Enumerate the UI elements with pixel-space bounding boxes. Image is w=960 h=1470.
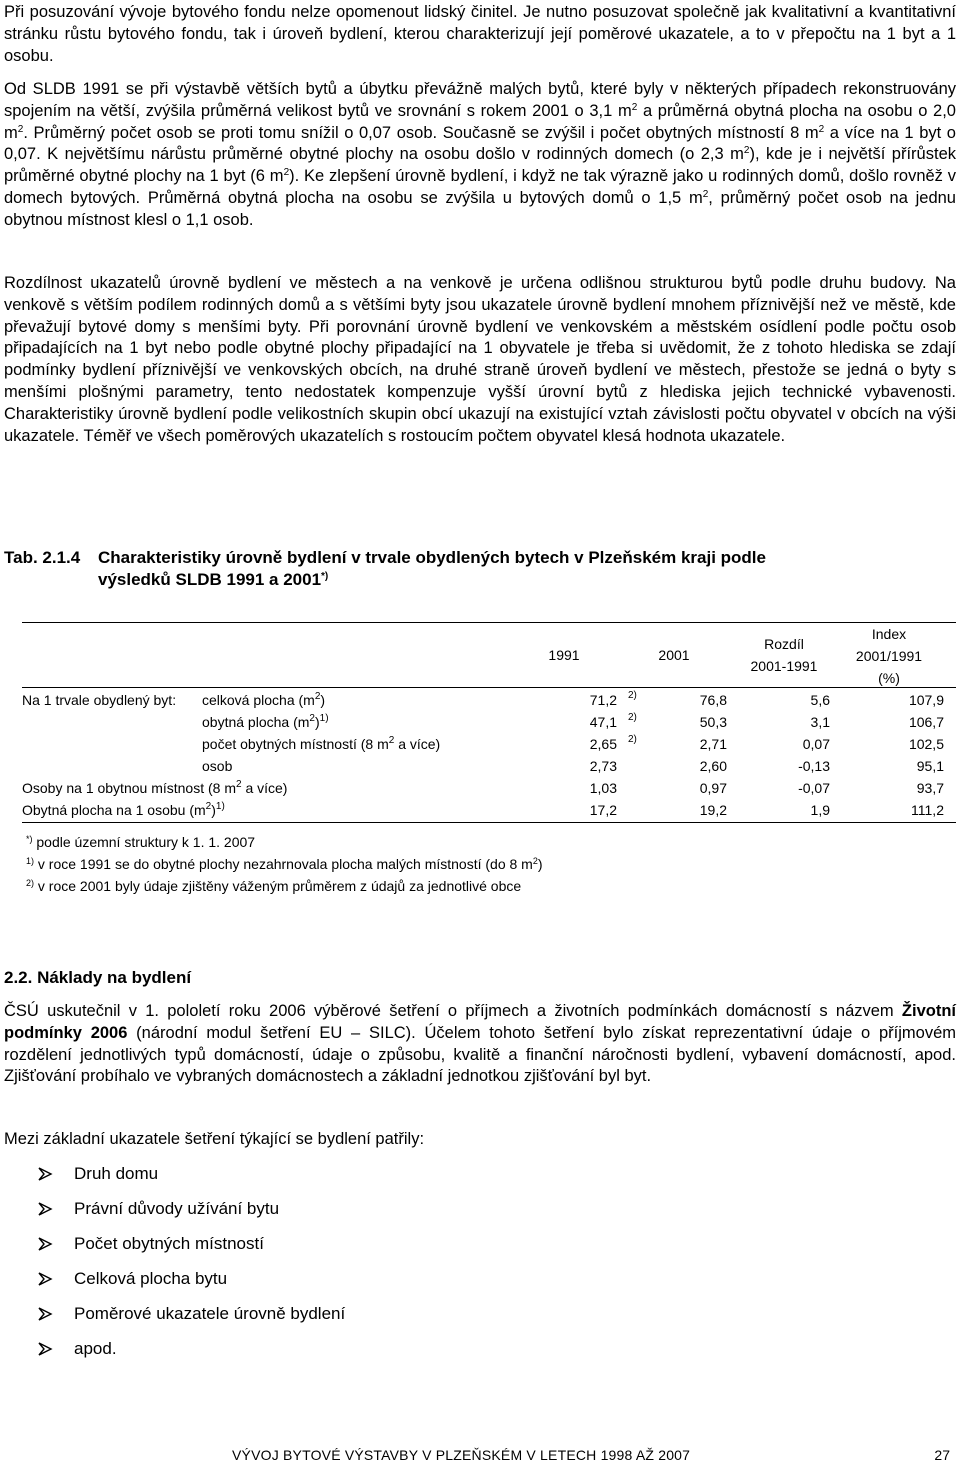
paragraph-differences: Rozdílnost ukazatelů úrovně bydlení ve městech a na venkově je určena odlišnou strukturou bytů podle druhu budovy. Na venkově s větším podílem rodinných domů a s většími byty jsou ukazatele úrovně bydlení mnohem příznivější než ve městě, kde převažují bytové domy s menšími byty. Při porovnání úrovně bydlení ve venkovském a městském osídlení podle počtu osob připadajících na 1 byt nebo podle obytné plochy připadající na 1 obyvatele je třeba si uvědomit, že z tohoto hlediska se zdají podmínky bydlení příznivější ve venkovských obcích, na druhé straně úroveň bydlení ve městech, přestože se jedná o byty s menšími plošnými parametry, tento nedostatek kompenzuje vyšší úrovní bytů z hlediska jejich technické vybavenosti. Charakteristiky úrovně bydlení podle velikostních skupin obcí ukazují na existující vztah závislosti počtu obyvatel v obcích na výši ukazatele. Téměř ve všech poměrových ukazatelích s rostoucím počtem obyvatel klesá hodnota ukazatele.	[4, 274, 956, 445]
arrow-bullet-icon	[37, 1306, 53, 1322]
cell-diff: -0,07	[798, 780, 830, 796]
paragraph-intro: Při posuzování vývoje bytového fondu nelze opomenout lidský činitel. Je nutno posuzovat společně jak kvalitativní a kvantitativní stránku růstu bytového fondu, tak i úroveň bydlení, kterou charakterizují její poměrové ukazatele, a to v přepočtu na 1 byt a 1 osobu.	[4, 3, 956, 65]
arrow-bullet-icon	[37, 1166, 53, 1182]
cell-1991: 2,73	[589, 758, 617, 774]
cell-footnote-mark: 2)	[628, 690, 637, 701]
cell-diff: 3,1	[810, 714, 830, 730]
list-item: Druh domu	[4, 1162, 345, 1197]
paragraph-sldb: Od SLDB 1991 se při výstavbě větších bytů a úbytku převážně malých bytů, které byly v některých případech rekonstruovány spojením na větší, zvýšila průměrná velikost bytů ve srovnání s rokem 2001 o 3,1 $m^2$ a průměrná obytná plocha na osobu o 2,0 $m^2$. Průměrný počet osob se proti tomu snížil o 0,07 osob. Současně se zvýšil i počet obytných místností 8 $m^2$ a více na 1 byt o 0,07. K největšímu nárůstu průměrné obytné plochy na osobu došlo v rodinných domech (o 2,3 $m^2$), kde je i největší přírůstek průměrné obytné plochy na 1 byt (6 $m^2$). Ke zlepšení úrovně bydlení, i když ne tak výrazně jako u rodinných domů, došlo rovněž v domech bytových. Průměrná obytná plocha na osobu se zvýšila u bytových domů o 1,5 $m^2$, průměrný počet osob na jednu obytnou místnost klesl o 1,1 osob.	[4, 80, 956, 229]
cell-index: 107,9	[908, 692, 944, 708]
table-title-line1: Charakteristiky úrovně bydlení v trvale obydlených bytech v Plzeňském kraji podle	[98, 548, 766, 567]
cell-1991: 17,2	[589, 802, 617, 818]
cell-2001: 50,3	[699, 714, 727, 730]
header-2001: 2001	[658, 647, 690, 663]
arrow-bullet-icon	[37, 1341, 53, 1357]
list-item: Celková plocha bytu	[4, 1267, 345, 1302]
cell-diff: 0,07	[802, 736, 830, 752]
row-label: Obytná plocha na 1 osobu $(m^2)^{1)}$	[22, 801, 225, 818]
table-row	[22, 755, 952, 777]
cell-index: 111,2	[911, 802, 944, 818]
cell-1991: 47,1	[589, 714, 617, 730]
footnote-1: $^{1)}$ v roce 1991 se do obytné plochy nezahrnovala plocha malých místností (do 8 $m^2$)	[26, 856, 543, 872]
cell-1991: 1,03	[589, 780, 617, 796]
arrow-bullet-icon	[37, 1201, 53, 1217]
cell-index: 93,7	[916, 780, 944, 796]
paragraph-indicators-intro: Mezi základní ukazatele šetření týkající se bydlení patřily:	[4, 1130, 425, 1148]
arrow-bullet-icon	[37, 1236, 53, 1252]
cell-2001: 0,97	[699, 780, 727, 796]
list-item: Právní důvody užívání bytu	[4, 1197, 345, 1232]
list-item: Počet obytných místností	[4, 1232, 345, 1267]
table-bottom-rule	[22, 822, 956, 823]
row-label: Na 1 trvale obydlený byt:	[22, 692, 177, 708]
row-sublabel: počet obytných místností (8 $m^2$ a více)	[202, 735, 441, 752]
row-sublabel: celková plocha $(m^2)$	[202, 691, 326, 708]
cell-2001: 2,60	[699, 758, 727, 774]
table-row	[22, 711, 952, 733]
cell-2001: 2,71	[699, 736, 727, 752]
table-header-rule	[22, 687, 956, 688]
cell-2001: 76,8	[699, 692, 727, 708]
page-number: 27	[934, 1447, 950, 1463]
table-row	[22, 733, 952, 755]
header-diff: Rozdíl 2001-1991	[750, 636, 818, 674]
cell-footnote-mark: 2)	[628, 712, 637, 723]
row-sublabel: obytná plocha $(m^2)^{1)}$	[202, 713, 329, 730]
list-item: apod.	[4, 1337, 345, 1372]
section-title: 2.2. Náklady na bydlení	[4, 968, 192, 987]
cell-index: 106,7	[908, 714, 944, 730]
cell-1991: 71,2	[589, 692, 617, 708]
table-row	[22, 799, 952, 821]
header-1991: 1991	[548, 647, 580, 663]
list-item: Poměrové ukazatele úrovně bydlení	[4, 1302, 345, 1337]
table-title-line2: výsledků SLDB 1991 a 2001*)	[98, 570, 329, 589]
table-row	[22, 777, 952, 799]
cell-2001: 19,2	[699, 802, 727, 818]
arrow-bullet-icon	[37, 1271, 53, 1287]
row-sublabel: osob	[202, 758, 233, 774]
cell-1991: 2,65	[589, 736, 617, 752]
footnote-star: *) podle územní struktury k 1. 1. 2007	[26, 834, 256, 850]
table-number: Tab. 2.1.4	[4, 548, 81, 567]
cell-index: 95,1	[916, 758, 944, 774]
indicator-list	[4, 1162, 345, 1372]
cell-footnote-mark: 2)	[628, 734, 637, 745]
row-label: Osoby na 1 obytnou místnost (8 $m^2$ a více)	[22, 779, 288, 796]
header-index: Index 2001/1991 (%)	[855, 626, 923, 686]
footnote-2: $^{2)}$ v roce 2001 byly údaje zjištěny váženým průměrem z údajů za jednotlivé obce	[26, 878, 522, 894]
table-top-rule	[22, 622, 956, 623]
paragraph-survey: ČSÚ uskutečnil v 1. pololetí roku 2006 výběrové šetření o příjmech a životních podmínkách domácností s názvem Životní podmínky 2006 (národní modul šetření EU – SILC). Účelem tohoto šetření bylo získat reprezentativní údaje o příjmovém rozdělení jednotlivých typů domácností, údaje o způsobu, kvalitě a finanční náročnosti bydlení, vybavení domácností, apod. Zjišťování probíhalo ve vybraných domácnostech a základní jednotkou zjišťování byl byt.	[4, 1002, 956, 1086]
table-title	[4, 547, 956, 591]
cell-diff: -0,13	[798, 758, 830, 774]
table-row	[22, 689, 952, 711]
running-footer: VÝVOJ BYTOVÉ VÝSTAVBY V PLZEŇSKÉM V LETECH 1998 AŽ 2007	[232, 1447, 691, 1463]
cell-diff: 5,6	[810, 692, 830, 708]
cell-index: 102,5	[908, 736, 944, 752]
cell-diff: 1,9	[810, 802, 830, 818]
